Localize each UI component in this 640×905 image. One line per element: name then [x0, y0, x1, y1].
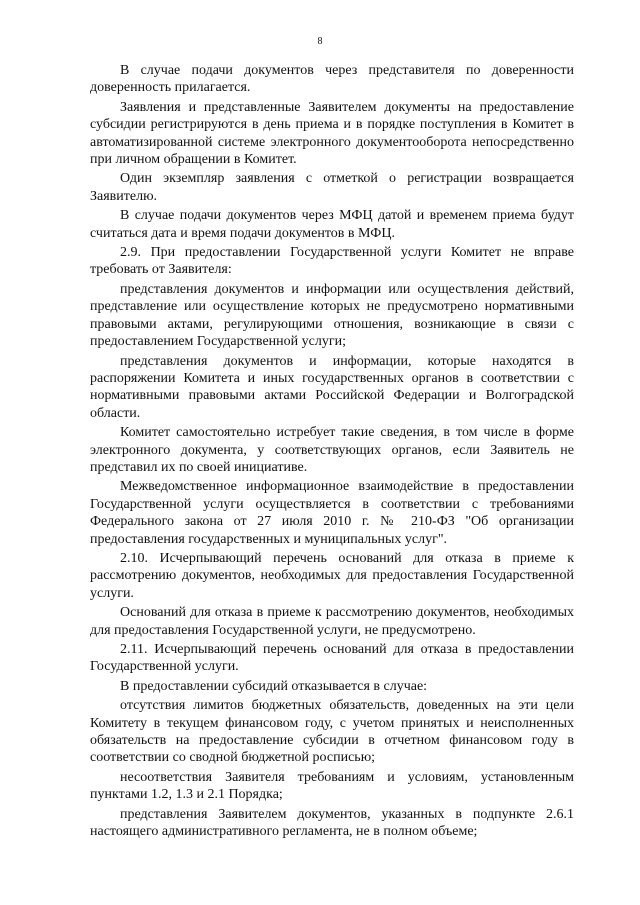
paragraph: В случае подачи документов через МФЦ датой и временем приема будут считаться дата и время подачи документов в МФЦ.: [90, 208, 574, 241]
paragraph: Оснований для отказа в приеме к рассмотрению документов, необходимых для предоставления Государственной услуги, не предусмотрено.: [90, 605, 574, 638]
paragraph: 2.10. Исчерпывающий перечень оснований для отказа в приеме к рассмотрению документов, необходимых для предоставления Государственной услуги.: [90, 550, 574, 601]
paragraph: Комитет самостоятельно истребует такие сведения, в том числе в форме электронного документа, у соответствующих органов, если Заявитель не представил их по своей инициативе.: [90, 425, 574, 475]
paragraph: Межведомственное информационное взаимодействие в предоставлении Государственной услуги осуществляется в соответствии с требованиями Федерального закона от 27 июля 2010 г. № 210-ФЗ "Об организации предоставления государственных и муниципальных услуг".: [90, 479, 574, 547]
paragraph: представления Заявителем документов, указанных в подпункте 2.6.1 настоящего административного регламента, не в полном объеме;: [90, 806, 574, 840]
paragraph: В предоставлении субсидий отказывается в случае:: [120, 678, 428, 694]
page-number: 8: [317, 36, 323, 47]
paragraph: несоответствия Заявителя требованиям и условиям, установленным пунктами 1.2, 1.3 и 2.1 Порядка;: [90, 769, 574, 803]
paragraph: Заявления и представленные Заявителем документы на предоставление субсидии регистрируются в день приема и в порядке поступления в Комитет в автоматизированной системе электронного документооборота непосредственно при личном обращении в Комитет.: [90, 99, 574, 168]
paragraph: отсутствия лимитов бюджетных обязательств, доведенных на эти цели Комитету в текущем финансовом году, с учетом принятых и неисполненных обязательств на предоставление субсидии в отчетном финансовом году в соответствии со сводной бюджетной росписью;: [90, 698, 574, 766]
document-body: [90, 62, 574, 842]
paragraph: представления документов и информации или осуществления действий, представление или осуществление которых не предусмотрено нормативными правовыми актами, регулирующими отношения, возникающие в связи с предоставлением Государственной услуги;: [90, 281, 574, 350]
paragraph: В случае подачи документов через представителя по доверенности доверенность прилагается.: [90, 63, 574, 96]
paragraph: 2.11. Исчерпывающий перечень оснований для отказа в предоставлении Государственной услуги.: [90, 642, 574, 675]
paragraph: 2.9. При предоставлении Государственной услуги Комитет не вправе требовать от Заявителя:: [90, 245, 574, 278]
paragraph: представления документов и информации, которые находятся в распоряжении Комитета и иных государственных органов в соответствии с нормативными правовыми актами Российской Федерации и Волгоградской области.: [90, 353, 574, 421]
paragraph: Один экземпляр заявления с отметкой о регистрации возвращается Заявителю.: [90, 171, 574, 204]
